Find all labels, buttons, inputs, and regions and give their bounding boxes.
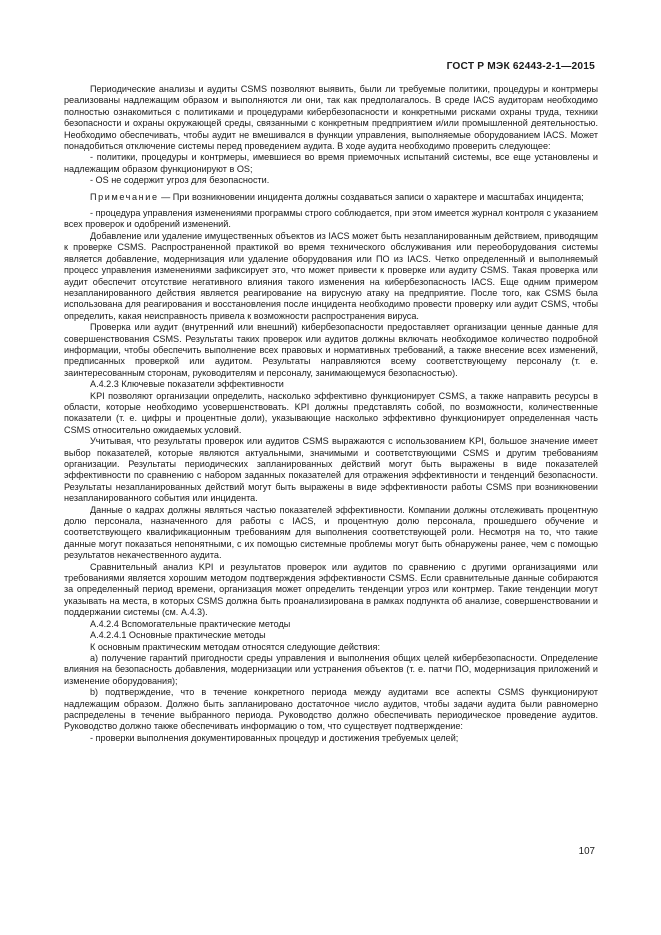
- list-item: а) получение гарантий пригодности среды управления и выполнения общих целей кибербезопасности. Определение влияния на безопасность добавления, модернизации или устранения объектов (т. е. патчи ПО, модернизация приложений и изменение оборудования);: [64, 652, 598, 686]
- note-text: — При возникновении инцидента должны создаваться записи о характере и масштабах инцидента;: [158, 191, 584, 202]
- list-item: b) подтверждение, что в течение конкретного периода между аудитами все аспекты CSMS функционируют надлежащим образом. Должно быть запланировано достаточное число аудитов, чтобы задачи аудита были равномерно распределены в течение выбранного периода. Руководство должно обеспечивать периодическое проведение аудитов. Руководство должно также обеспечивать информацию о том, что существует подтверждение:: [64, 687, 598, 732]
- list-item: - процедура управления изменениями программы строго соблюдается, при этом имеется журнал контроля с указанием всех проверок и одобрений изменений.: [64, 208, 598, 230]
- document-body: [64, 84, 598, 744]
- standard-header: ГОСТ Р МЭК 62443-2-1—2015: [446, 61, 595, 72]
- list-item: - OS не содержит угроз для безопасности.: [90, 175, 270, 186]
- paragraph: Добавление или удаление имущественных объектов из IACS может быть незапланированным действием, приводящим к проверке CSMS. Распространенной практикой во время технического обслуживания или переоборудования системы является добавление, модернизация или удаление оборудования или ПО из IACS. Четко определенный и выполняемый процесс управления изменениями зафиксирует это, что может привести к проверке или аудиту CSMS. Такая проверка или аудит обеспечит отсутствие негативного влияния такого изменения на кибербезопасность IACS. Еще одним примером незапланированного действия является реагирование на вирусную атаку на предприятие. После того, как CSMS была использована для реагирования и восстановления после инцидента необходимо провести проверку или аудит CSMS, чтобы определить, какая неисправность привела к возможности распространения вируса.: [64, 230, 598, 321]
- page-number: 107: [578, 846, 595, 857]
- list-item: - политики, процедуры и контрмеры, имевшиеся во время приемочных испытаний системы, все еще установлены и надлежащим образом функционируют в OS;: [64, 152, 598, 174]
- paragraph: KPI позволяют организации определить, насколько эффективно функционирует CSMS, а также направить ресурсы в области, которые необходимо усовершенствовать. KPI должны представлять собой, по возможности, количественные показатели (т. е. цифры и процентные доли), указывающие насколько эффективно функционирует определенная часть CSMS относительно ожидаемых условий.: [64, 390, 598, 435]
- paragraph: Учитывая, что результаты проверок или аудитов CSMS выражаются с использованием KPI, большое значение имеет выбор показателей, которые являются актуальными, значимыми и соответствующими CSMS и другим требованиям организации. Результаты периодических запланированных действий могут быть выражены в виде показателей эффективности по сравнению с набором заданных показателей для отражения эффективности и тенденций безопасности. Результаты незапланированных действий могут быть выражены в виде эффективности работы CSMS при возникновении незапланированного события или инцидента.: [64, 436, 598, 504]
- note-label: Примечание: [90, 191, 159, 202]
- note: [64, 192, 598, 203]
- list-item: - проверки выполнения документированных процедур и достижения требуемых целей;: [90, 732, 459, 743]
- paragraph: Проверка или аудит (внутренний или внешний) кибербезопасности предоставляет организации ценные данные для совершенствования CSMS. Результаты таких проверок или аудитов должны включать необходимое количество подробной информации, чтобы обеспечить выполнение всех правовых и нормативных требований, а также внесение всех изменений, предписанных проверкой или аудитом. Результаты направляются всему соответствующему персоналу (т. е. заинтересованным сторонам, руководителям и персоналу, занимающемуся безопасностью).: [64, 322, 598, 378]
- section-heading: А.4.2.3 Ключевые показатели эффективности: [90, 379, 284, 390]
- paragraph: К основным практическим методам относятся следующие действия:: [90, 641, 380, 652]
- section-heading: А.4.2.4.1 Основные практические методы: [90, 630, 266, 641]
- paragraph: Периодические анализы и аудиты CSMS позволяют выявить, были ли требуемые политики, процедуры и контрмеры реализованы надлежащим образом и выполняются ли они, так как предполагалось. В среде IACS аудиторам необходимо полностью ознакомиться с политиками и процедурами кибербезопасности и конкретными рисками охраны труда, техники безопасности и охраны окружающей среды, связанными с конкретным предприятием и/или промышленной деятельностью. Необходимо обеспечивать, чтобы аудит не вмешивался в функции управления, выполняемые оборудованием IACS. Может понадобиться отключение системы перед проведением аудита. В ходе аудита необходимо проверить следующее:: [64, 84, 598, 152]
- paragraph: Сравнительный анализ KPI и результатов проверок или аудитов по сравнению с другими организациями или требованиями является хорошим методом подтверждения эффективности CSMS. Если сравнительные данные собираются за определенный период времени, организация может определить тенденции угроз или контрмер. Такие тенденции могут указывать на места, в которых CSMS должна быть проанализирована в рамках подпункта об анализе, совершенствовании и поддержании системы (см. А.4.3).: [64, 561, 598, 618]
- section-heading: А.4.2.4 Вспомогательные практические методы: [90, 618, 291, 629]
- paragraph: Данные о кадрах должны являться частью показателей эффективности. Компании должны отслеживать процентную долю персонала, назначенного для работы с IACS, и процентную долю персонала, прошедшего обучение и соответствующего квалификационным требованиям для выполнения соответствующей роли. Несмотря на то, что такие данные могут показаться непонятными, с их помощью системные проблемы могут быть обнаружены ранее, чем с помощью результатов некачественного аудита.: [64, 504, 598, 561]
